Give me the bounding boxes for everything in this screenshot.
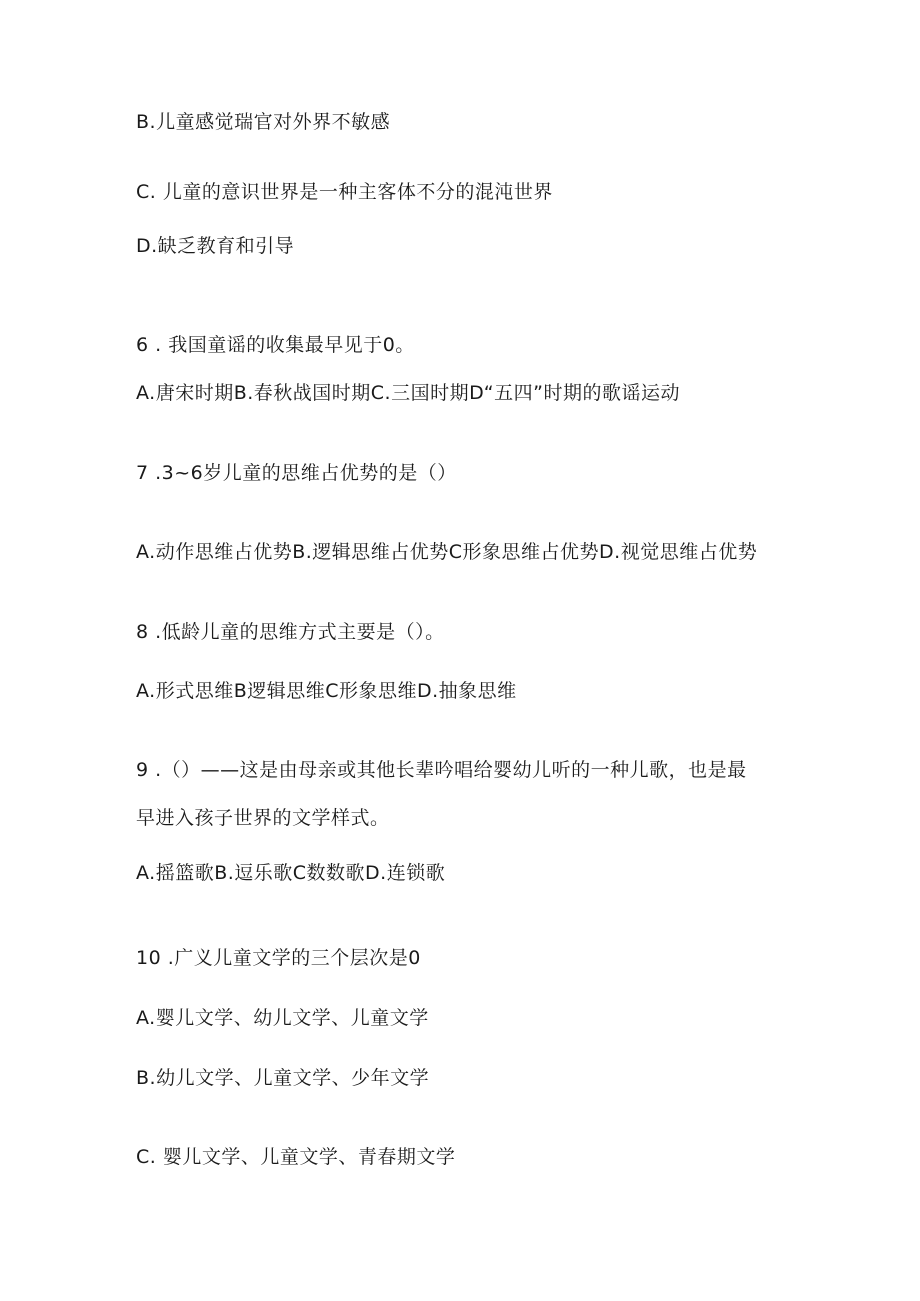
option-b-q10: B.幼儿文学、儿童文学、少年文学 [136,1067,430,1089]
question-7: 7 .3~6岁儿童的思维占优势的是（） [136,462,457,484]
options-q9: A.摇篮歌B.逗乐歌C数数歌D.连锁歌 [136,862,446,884]
option-c-q10: C. 婴儿文学、儿童文学、青春期文学 [136,1146,456,1168]
question-9-line-1: 9 .（）——这是由母亲或其他长辈吟唱给婴幼儿听的一种儿歌，也是最 [136,759,747,781]
options-q7: A.动作思维占优势B.逻辑思维占优势C形象思维占优势D.视觉思维占优势 [136,541,758,563]
option-a-q10: A.婴儿文学、幼儿文学、儿童文学 [136,1007,429,1029]
question-6: 6 . 我国童谣的收集最早见于0。 [136,334,415,356]
options-q8: A.形式思维B逻辑思维C形象思维D.抽象思维 [136,680,517,702]
question-8: 8 .低龄儿童的思维方式主要是（）。 [136,621,445,643]
option-d-q5: D.缺乏教育和引导 [136,235,295,257]
question-9-line-2: 早进入孩子世界的文学样式。 [136,807,390,829]
options-q6: A.唐宋时期B.春秋战国时期C.三国时期D“五四”时期的歌谣运动 [136,382,680,404]
option-c-q5: C. 儿童的意识世界是一种主客体不分的混沌世界 [136,181,553,203]
option-b-q5: B.儿童感觉瑞官对外界不敏感 [136,111,391,133]
question-10: 10 .广义儿童文学的三个层次是0 [136,947,421,969]
